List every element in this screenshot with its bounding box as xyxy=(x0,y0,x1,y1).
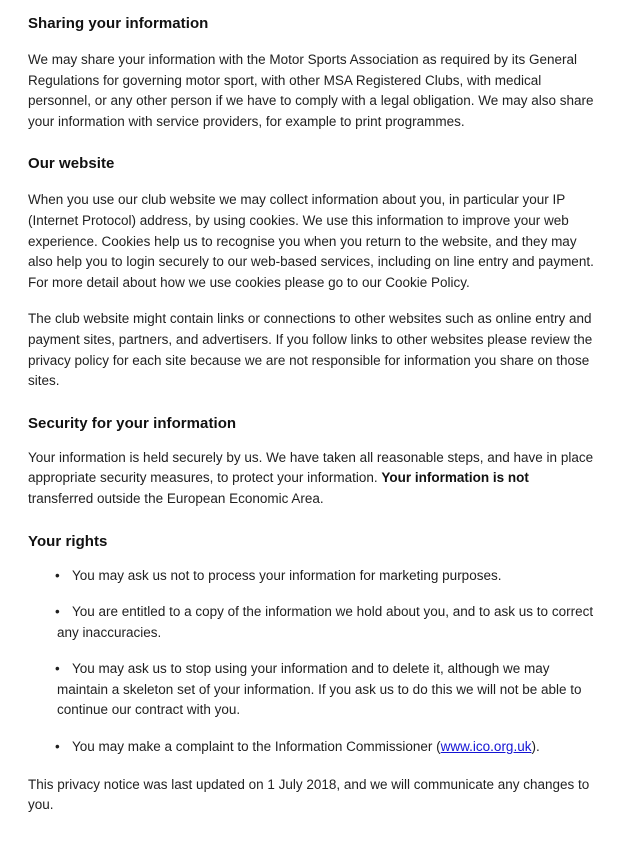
your-rights-bullet-list xyxy=(28,566,597,758)
ico-website-link[interactable]: www.ico.org.uk xyxy=(440,739,532,755)
list-item-text: You are entitled to a copy of the information we hold about you, and to ask us to correct any inaccuracies. xyxy=(57,604,594,640)
paragraph-website-cookies: When you use our club website we may collect information about you, in particular your IP (Internet Protocol) address, by using cookies. We use this information to improve your web experience. Cookies help us to recognise you when you return to the website, and they may also help you to login securely to our web-based services, including on line entry and payment. For more detail about how we use cookies please go to our Cookie Policy. xyxy=(28,192,594,290)
paragraph-sharing-information: We may share your information with the Motor Sports Association as required by its General Regulations for governing motor sport, with other MSA Registered Clubs, with medical personnel, or any other person if we have to comply with a legal obligation. We may also share your information with service providers, for example to print programmes. xyxy=(28,52,594,129)
list-item xyxy=(28,602,597,643)
section-heading-security-for-your-information: Security for your information xyxy=(28,414,237,432)
list-item-text: You may ask us not to process your information for marketing purposes. xyxy=(72,567,502,583)
paragraph-website-external-links: The club website might contain links or connections to other websites such as online entry and payment sites, partners, and advertisers. If you follow links to other websites please review the privacy policy for each site because we are not responsible for information you share on those sites. xyxy=(28,311,593,389)
list-item-complaint xyxy=(28,737,597,758)
paragraph-security-information xyxy=(28,448,597,510)
list-item-text-tail: ). xyxy=(531,739,540,755)
bullet-point-icon: • xyxy=(55,739,60,755)
list-item-text: You may ask us to stop using your information and to delete it, although we may maintain a skeleton set of your information. If you ask us to do this we will not be able to continue our contract with you. xyxy=(57,661,582,718)
section-heading-your-rights: Your rights xyxy=(28,532,108,550)
bullet-point-icon: • xyxy=(55,661,60,677)
security-text-bold-emphasis: Your information is not xyxy=(381,470,529,486)
security-text-lead: Your information is held securely by us. We have taken all reasonable steps, and have in place appropriate security measures, to protect your information. xyxy=(28,449,594,486)
section-heading-our-website: Our website xyxy=(28,155,115,173)
list-item-text-lead: You may make a complaint to the Information Commissioner ( xyxy=(72,739,441,755)
bullet-point-icon: • xyxy=(55,567,60,583)
security-text-tail: transferred outside the European Economic Area. xyxy=(28,490,324,506)
list-item xyxy=(28,659,597,721)
paragraph-last-updated: This privacy notice was last updated on 1 July 2018, and we will communicate any changes to you. xyxy=(28,776,590,813)
section-heading-sharing-your-information: Sharing your information xyxy=(28,15,209,32)
list-item xyxy=(28,566,597,587)
bullet-point-icon: • xyxy=(55,604,60,620)
